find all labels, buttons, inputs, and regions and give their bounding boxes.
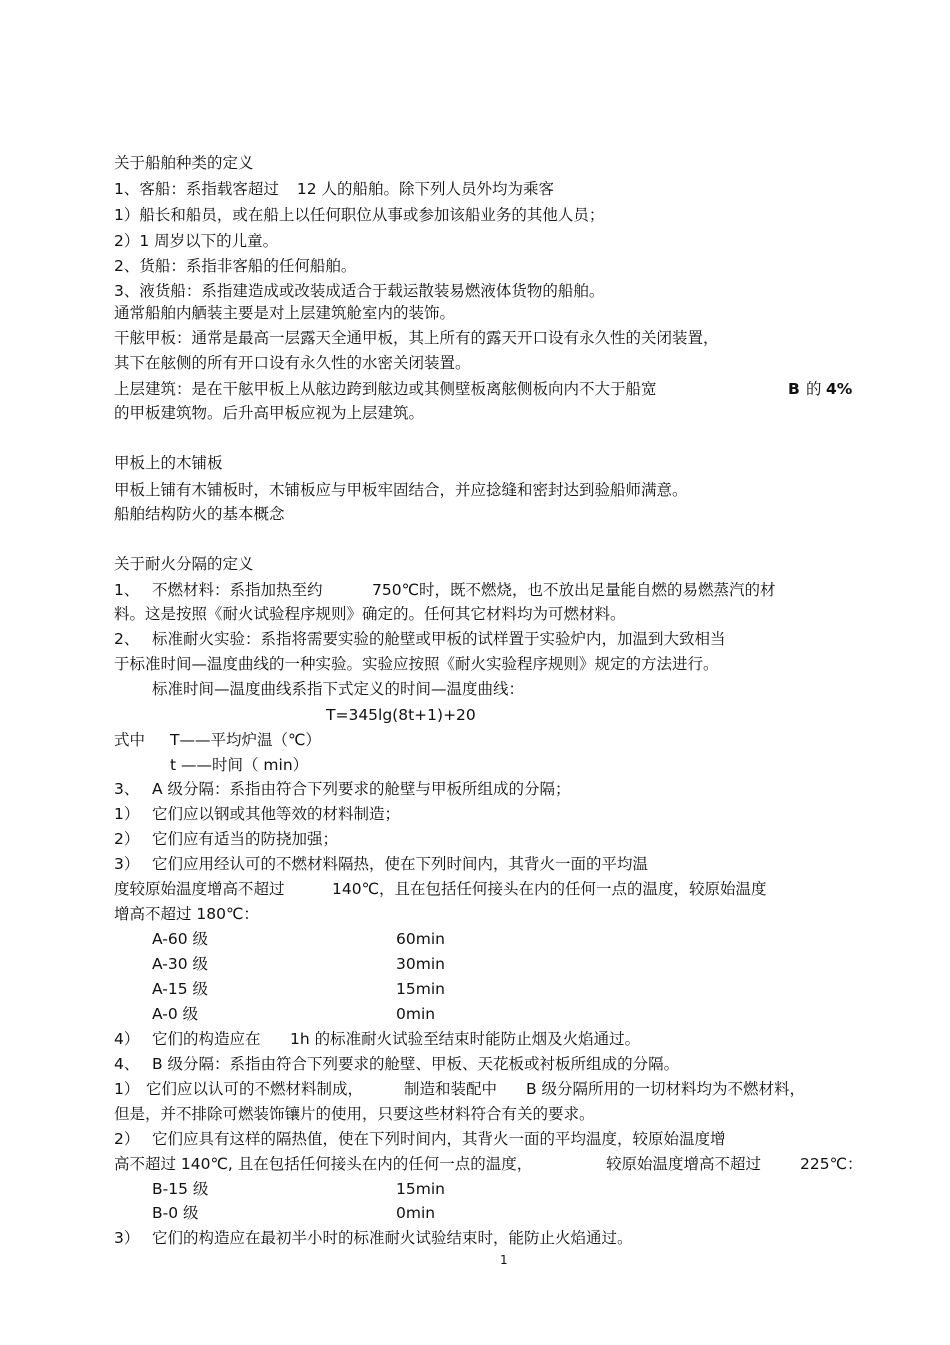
text-span: B 级分隔：系指由符合下列要求的舱壁、甲板、天花板或衬板所组成的分隔。: [152, 1055, 680, 1073]
list-marker: 4、: [114, 1055, 140, 1073]
class-time: 0min: [396, 1204, 436, 1222]
paragraph-line: 2）1 周岁以下的儿童。: [114, 232, 279, 250]
text-span: t ——时间（ min）: [170, 756, 309, 774]
class-name: A-0 级: [152, 1005, 199, 1023]
list-marker: 2）: [114, 830, 140, 848]
text-span: 它们的构造应在: [152, 1030, 261, 1048]
paragraph-line: 上层建筑：是在干舷甲板上从舷边跨到舷边或其侧壁板离舷侧板向内不大于船宽: [114, 380, 657, 398]
text-span: 较原始温度增高不超过: [606, 1155, 762, 1173]
class-name: A-15 级: [152, 980, 209, 998]
text-span: 它们应以认可的不燃材料制成，: [146, 1080, 364, 1098]
text-span: T——平均炉温（℃）: [170, 731, 321, 749]
list-marker: 1、: [114, 581, 140, 599]
paragraph-line: 甲板上铺有木铺板时，木铺板应与甲板牢固结合，并应捻缝和密封达到验船师满意。: [114, 481, 688, 499]
text-span: 的: [806, 380, 822, 398]
class-name: B-15 级: [152, 1180, 209, 1198]
class-time: 15min: [396, 1180, 445, 1198]
section-title-fire-division: 关于耐火分隔的定义: [114, 555, 254, 573]
text-span: 140℃，且在包括任何接头在内的任何一点的温度，较原始温度: [332, 880, 767, 898]
paragraph-line: [114, 179, 554, 199]
section-title-wood-deck: 甲板上的木铺板: [114, 454, 223, 472]
text-span: 度较原始温度增高不超过: [114, 880, 285, 898]
text-span: B: [788, 380, 800, 398]
class-time: 60min: [396, 930, 445, 948]
text-span: B 级分隔所用的一切材料均为不燃材料，: [526, 1080, 806, 1098]
class-name: A-30 级: [152, 955, 209, 973]
paragraph-line: 船舶结构防火的基本概念: [114, 505, 285, 523]
list-marker: 3）: [114, 855, 140, 873]
class-time: 0min: [396, 1005, 436, 1023]
text-span: 它们应有适当的防挠加强；: [152, 830, 339, 848]
text-span: 制造和装配中: [404, 1080, 498, 1098]
text-span: 它们应用经认可的不燃材料隔热，使在下列时间内，其背火一面的平均温: [152, 855, 649, 873]
text-span: 式中: [114, 731, 146, 749]
list-marker: 2、: [114, 630, 140, 648]
paragraph-line: 料。这是按照《耐火试验程序规则》确定的。任何其它材料均为可燃材料。: [114, 605, 626, 623]
text-span: 高不超过 140℃, 且在包括任何接头在内的任何一点的温度，: [114, 1155, 533, 1173]
paragraph-line: 通常船舶内舾装主要是对上层建筑舱室内的装饰。: [114, 304, 456, 322]
list-marker: 3）: [114, 1229, 140, 1247]
paragraph-line: 的甲板建筑物。后升高甲板应视为上层建筑。: [114, 404, 425, 422]
paragraph-line: 2、货船：系指非客船的任何船舶。: [114, 257, 357, 275]
section-title-ship-types: 关于船舶种类的定义: [114, 154, 254, 172]
list-marker: 1）: [114, 1080, 140, 1098]
class-name: A-60 级: [152, 930, 209, 948]
paragraph-line: 于标准时间—温度曲线的一种实验。实验应按照《耐火实验程序规则》规定的方法进行。: [114, 655, 719, 673]
text-span: 它们应以钢或其他等效的材料制造；: [152, 805, 401, 823]
text-span: 12 人的船舶。除下列人员外均为乘客: [296, 180, 555, 198]
list-marker: 2）: [114, 1130, 140, 1148]
paragraph-line: 其下在舷侧的所有开口设有永久性的水密关闭装置。: [114, 354, 471, 372]
paragraph-line: 干舷甲板：通常是最高一层露天全通甲板，其上所有的露天开口设有永久性的关闭装置，: [114, 329, 719, 347]
paragraph-line: 标准时间—温度曲线系指下式定义的时间—温度曲线：: [152, 680, 525, 698]
list-marker: 1）: [114, 805, 140, 823]
list-marker: 4）: [114, 1030, 140, 1048]
class-time: 15min: [396, 980, 445, 998]
list-marker: 3、: [114, 780, 140, 798]
class-name: B-0 级: [152, 1204, 199, 1222]
paragraph-line: 3、液货船：系指建造成或改装成适合于载运散装易燃液体货物的船舶。: [114, 282, 605, 300]
text-span: 1、客船：系指载客超过: [114, 180, 279, 198]
text-span: 不燃材料：系指加热至约: [152, 581, 323, 599]
text-span: 1h 的标准耐火试验至结束时能防止烟及火焰通过。: [290, 1030, 641, 1048]
text-span: 它们的构造应在最初半小时的标准耐火试验结束时，能防止火焰通过。: [152, 1229, 633, 1247]
text-span: 它们应具有这样的隔热值，使在下列时间内，其背火一面的平均温度，较原始温度增: [152, 1130, 726, 1148]
text-span: A 级分隔：系指由符合下列要求的舱壁与甲板所组成的分隔；: [152, 780, 571, 798]
paragraph-line: 1）船长和船员，或在船上以任何职位从事或参加该船业务的其他人员；: [114, 206, 605, 224]
class-time: 30min: [396, 955, 445, 973]
text-span: 225℃：: [800, 1155, 863, 1173]
text-span: 4%: [826, 380, 853, 398]
paragraph-line: 但是，并不排除可燃装饰镶片的使用，只要这些材料符合有关的要求。: [114, 1105, 595, 1123]
paragraph-line: 增高不超过 180℃：: [114, 905, 259, 923]
text-span: 标准耐火实验：系指将需要实验的舱壁或甲板的试样置于实验炉内，加温到大致相当: [152, 630, 726, 648]
page-number: 1: [500, 1253, 508, 1267]
text-span: 750℃时，既不燃烧，也不放出足量能自燃的易燃蒸汽的材: [372, 581, 776, 599]
formula: T=345lg(8t+1)+20: [326, 706, 476, 724]
